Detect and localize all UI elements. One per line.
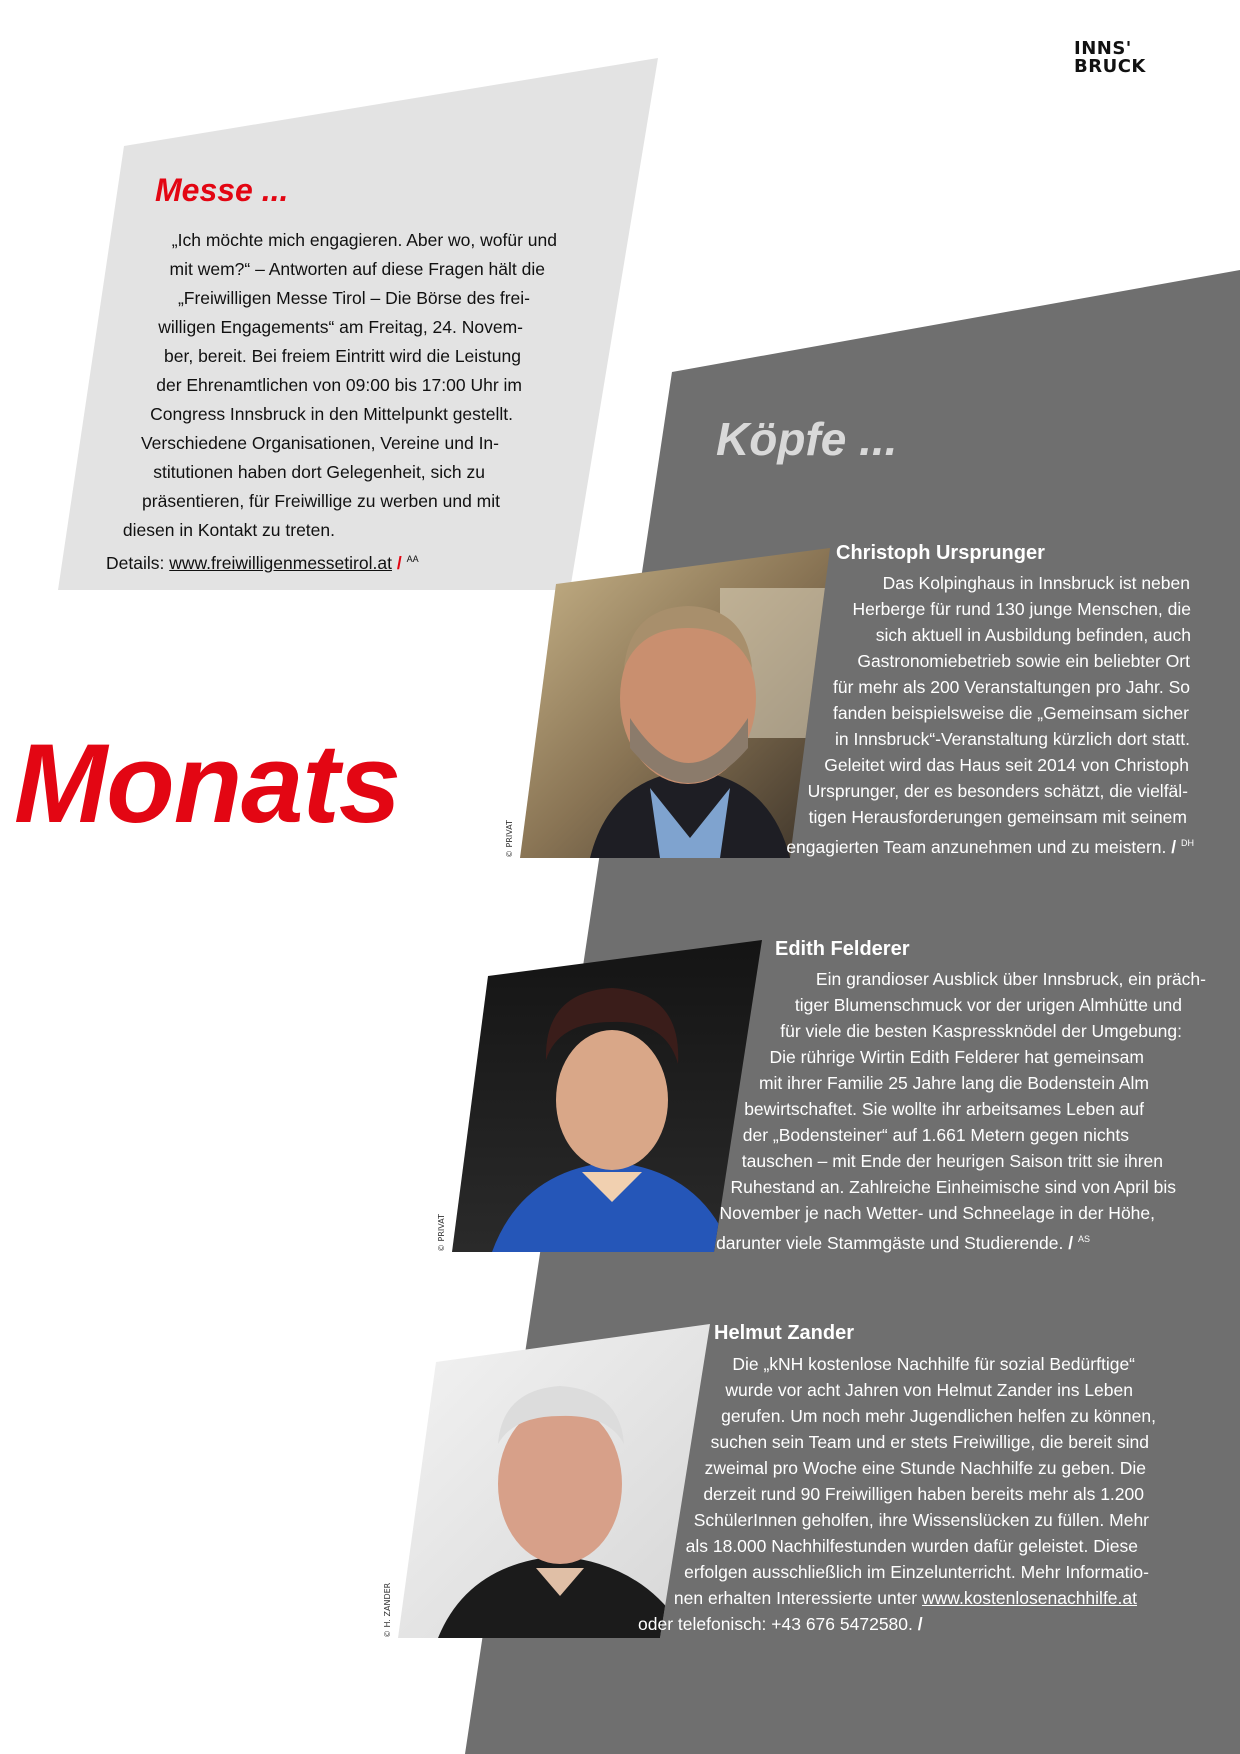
messe-line: ber, bereit. Bei freiem Eintritt wird die Leistung — [164, 346, 521, 366]
text-line: Herberge für rund 130 junge Menschen, die — [852, 599, 1191, 619]
author-initials: DH — [1181, 838, 1194, 848]
photo-credit: © PRIVAT — [505, 820, 514, 858]
text-line: fanden beispielsweise die „Gemeinsam sicher — [832, 703, 1189, 723]
text-line: suchen sein Team und er stets Freiwillige, die bereit sind — [710, 1432, 1149, 1452]
text-line-9: nen erhalten Interessierte unter — [673, 1588, 918, 1608]
text-line: für mehr als 200 Veranstaltungen pro Jahr. So — [832, 677, 1190, 697]
text-line: zweimal pro Woche eine Stunde Nachhilfe zu geben. Die — [704, 1458, 1146, 1478]
text-line: November je nach Wetter- und Schneelage in der Höhe, — [719, 1203, 1155, 1223]
koepfe-title: Köpfe ... — [716, 413, 898, 465]
messe-line: willigen Engagements“ am Freitag, 24. Novem- — [158, 317, 523, 337]
text-line-last — [786, 830, 1194, 860]
messe-link[interactable]: www.freiwilligenmessetirol.at — [169, 552, 392, 573]
logo-line-2: BRUCK — [1074, 56, 1146, 77]
text-line-last-text: engagierten Team anzunehmen und zu meistern. — [786, 836, 1167, 857]
details-label: Details: — [106, 552, 165, 573]
text-line: SchülerInnen geholfen, ihre Wissenslücken zu füllen. Mehr — [693, 1510, 1149, 1530]
messe-line: diesen in Kontakt zu treten. — [122, 520, 335, 540]
messe-line: Verschiedene Organisationen, Vereine und In- — [140, 433, 499, 453]
text-line: Ursprunger, der es besonders schätzt, die vielfäl- — [807, 781, 1188, 801]
messe-line: mit wem?“ – Antworten auf diese Fragen hält die — [169, 259, 545, 279]
text-line: sich aktuell in Ausbildung befinden, auch — [875, 625, 1191, 645]
text-line: für viele die besten Kaspressknödel der Umgebung: — [780, 1021, 1182, 1041]
innsbruck-logo — [1074, 40, 1146, 76]
text-line: mit ihrer Familie 25 Jahre lang die Bodenstein Alm — [758, 1073, 1149, 1093]
messe-line: präsentieren, für Freiwillige zu werben und mit — [142, 491, 500, 511]
kostenlosenachhilfe-link[interactable]: www.kostenlosenachhilfe.at — [922, 1588, 1137, 1608]
text-line: Das Kolpinghaus in Innsbruck ist neben — [882, 573, 1190, 593]
text-line: Ein grandioser Ausblick über Innsbruck, ein präch- — [815, 969, 1206, 989]
text-line: bewirtschaftet. Sie wollte ihr arbeitsames Leben auf — [744, 1099, 1144, 1119]
end-mark: / — [917, 1614, 923, 1634]
logo-line-1: INNS' — [1074, 38, 1132, 59]
end-mark: / — [396, 552, 402, 573]
headline-monats: Monats — [14, 721, 400, 846]
text-line: erfolgen ausschließlich im Einzelunterricht. Mehr Informatio- — [684, 1562, 1149, 1582]
text-line: tiger Blumenschmuck vor der urigen Almhütte und — [794, 995, 1182, 1015]
end-mark: / — [1068, 1232, 1074, 1253]
text-line: tigen Herausforderungen gemeinsam mit seinem — [808, 807, 1187, 827]
author-initials: AS — [1077, 1234, 1090, 1244]
messe-line: „Freiwilligen Messe Tirol – Die Börse des frei- — [177, 288, 530, 308]
photo-credit: © PRIVAT — [437, 1214, 446, 1252]
text-line-last — [716, 1226, 1090, 1256]
text-line: Die rührige Wirtin Edith Felderer hat gemeinsam — [769, 1047, 1144, 1067]
messe-line: „Ich möchte mich engagieren. Aber wo, wofür und — [171, 230, 557, 250]
text-line-last-text: oder telefonisch: +43 676 5472580. — [638, 1614, 913, 1634]
photo-credit: © H. ZANDER — [383, 1582, 392, 1638]
text-line: gerufen. Um noch mehr Jugendlichen helfen zu können, — [721, 1406, 1156, 1426]
text-line: der „Bodensteiner“ auf 1.661 Metern gegen nichts — [742, 1125, 1129, 1145]
photo-helmut-zander — [398, 1324, 710, 1638]
text-line: in Innsbruck“-Veranstaltung kürzlich dort statt. — [834, 729, 1190, 749]
person-name: Christoph Ursprunger — [836, 542, 1045, 564]
text-line: tauschen – mit Ende der heurigen Saison tritt sie ihren — [741, 1151, 1163, 1171]
photo-edith-felderer — [452, 940, 762, 1252]
text-line-link — [674, 1585, 1137, 1611]
text-line-last-text: darunter viele Stammgäste und Studierende. — [716, 1232, 1064, 1253]
text-line: Ruhestand an. Zahlreiche Einheimische sind von April bis — [730, 1177, 1176, 1197]
messe-details — [106, 545, 419, 578]
text-line: derzeit rund 90 Freiwilligen haben bereits mehr als 1.200 — [703, 1484, 1144, 1504]
person-name: Edith Felderer — [775, 938, 910, 960]
messe-title: Messe ... — [155, 172, 289, 208]
text-line-last — [638, 1611, 923, 1637]
end-mark: / — [1171, 836, 1177, 857]
text-line: als 18.000 Nachhilfestunden wurden dafür geleistet. Diese — [685, 1536, 1138, 1556]
text-line: wurde vor acht Jahren von Helmut Zander ins Leben — [725, 1380, 1133, 1400]
text-line: Gastronomiebetrieb sowie ein beliebter Ort — [857, 651, 1190, 671]
text-line: Die „kNH kostenlose Nachhilfe für sozial Bedürftige“ — [732, 1354, 1135, 1374]
author-initials: AA — [406, 554, 419, 564]
photo-christoph-ursprunger — [520, 548, 830, 858]
text-line: Geleitet wird das Haus seit 2014 von Christoph — [824, 755, 1189, 775]
messe-line: Congress Innsbruck in den Mittelpunkt gestellt. — [150, 404, 513, 424]
messe-line: stitutionen haben dort Gelegenheit, sich zu — [153, 462, 485, 482]
messe-line: der Ehrenamtlichen von 09:00 bis 17:00 Uhr im — [156, 375, 522, 395]
person-name: Helmut Zander — [714, 1322, 855, 1344]
